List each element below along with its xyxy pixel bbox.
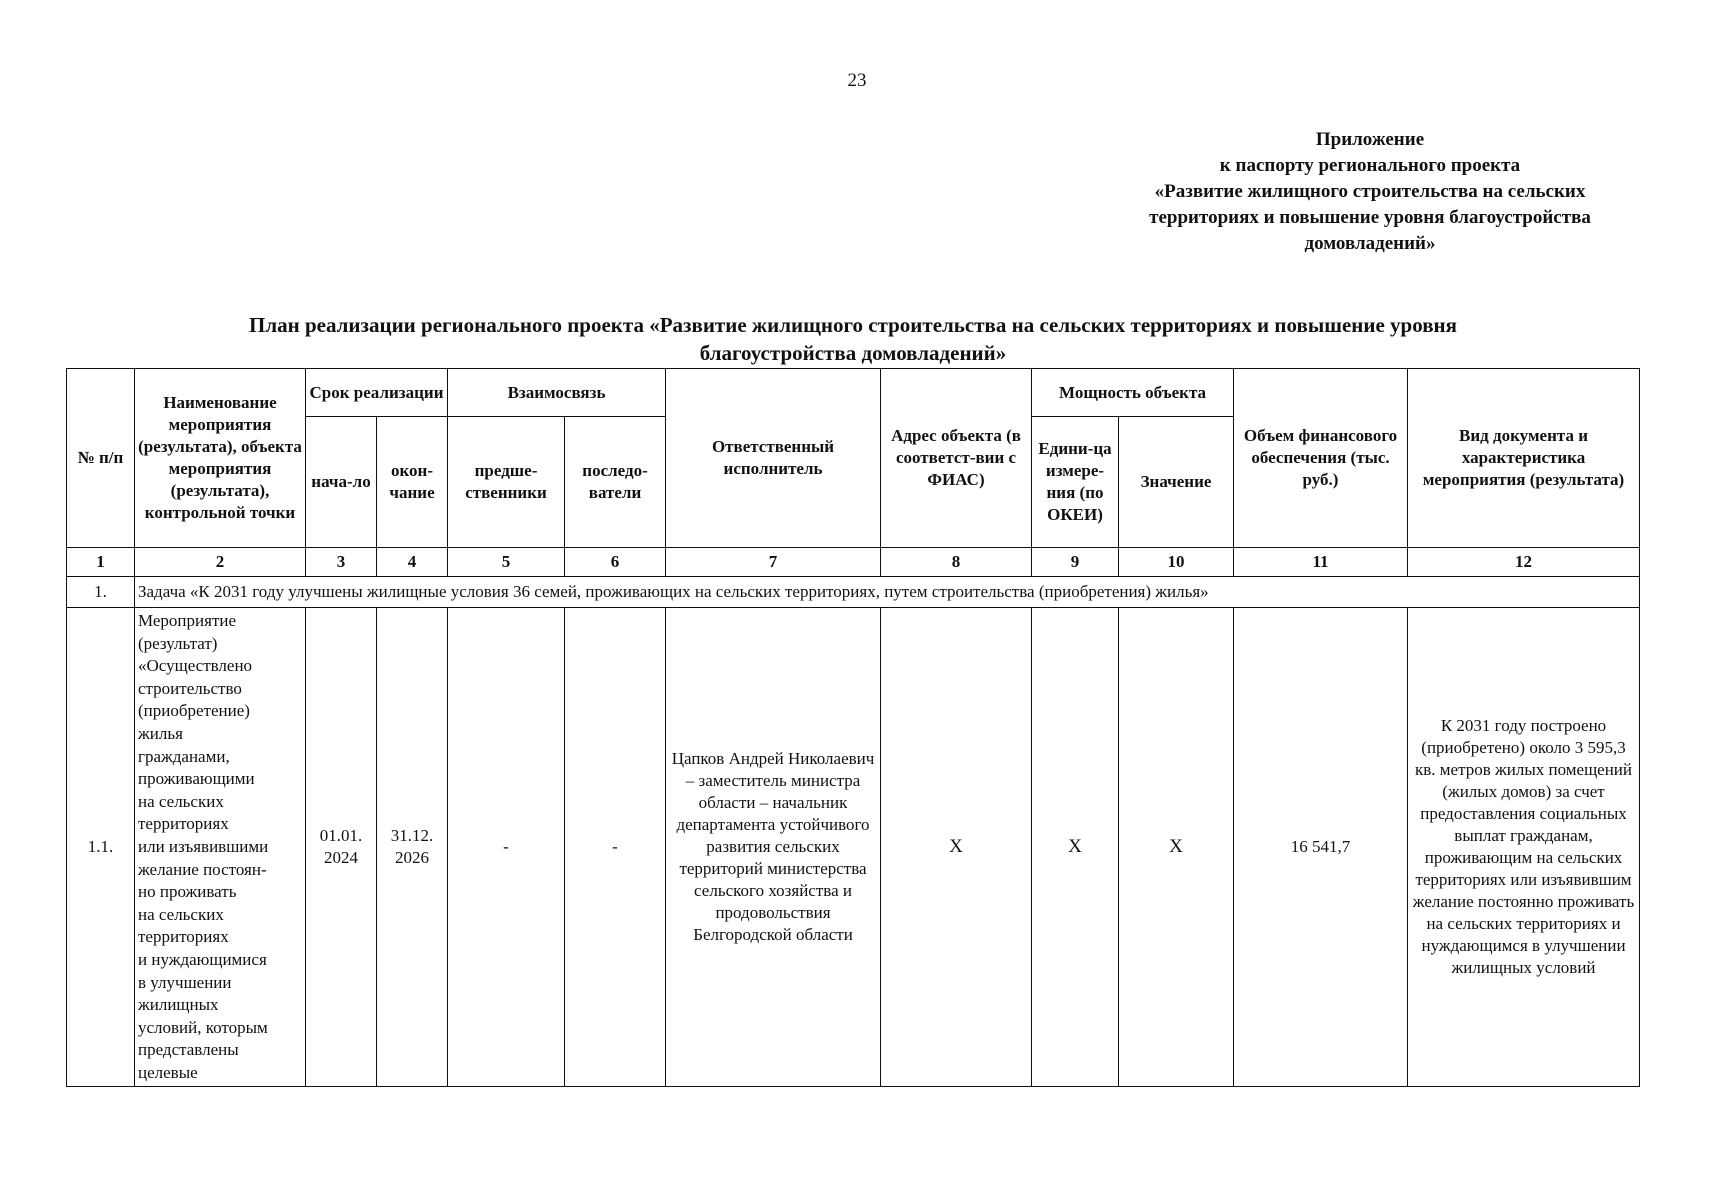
row-name-line: условий, которым (138, 1017, 268, 1037)
header-doc: Вид документа и характеристика мероприятия (результата) (1408, 369, 1640, 548)
header-finance: Объем финансового обеспечения (тыс. руб.) (1234, 369, 1408, 548)
row-num: 1.1. (67, 608, 135, 1087)
column-number: 11 (1234, 548, 1408, 577)
row-name-line: на сельских (138, 791, 224, 811)
row-name-line: гражданами, (138, 746, 230, 766)
column-numbers-row (67, 548, 1640, 577)
column-number: 6 (565, 548, 666, 577)
header-name: Наименование мероприятия (результата), объекта мероприятия (результата), контрольной точки (135, 369, 306, 548)
column-number: 10 (1119, 548, 1234, 577)
appendix-block (1090, 127, 1650, 257)
row-successors: - (565, 608, 666, 1087)
row-name-line: Мероприятие (138, 611, 237, 630)
row-end-date: 31.12. 2026 (377, 608, 448, 1087)
task-row (67, 577, 1640, 608)
plan-title-line: План реализации регионального проекта «Развитие жилищного строительства на сельских территориях и повышение уровня (249, 313, 1457, 337)
row-name (135, 608, 306, 1087)
row-name-line: «Осуществлено (138, 656, 253, 676)
header-link-pred: предше-ственники (448, 417, 565, 548)
task-text: Задача «К 2031 году улучшены жилищные условия 36 семей, проживающих на сельских территориях, путем строительства (приобретения) жилья» (135, 577, 1640, 608)
appendix-line: к паспорту регионального проекта (1219, 155, 1521, 176)
row-doc: К 2031 году построено (приобретено) около 3 595,3 кв. метров жилых помещений (жилых домов) за счет предоставления социальных выплат гражданам, проживающим на сельских территориях или изъявившим желание постоянно проживать на сельских территориях и нуждающимся в улучшении жилищных условий (1408, 608, 1640, 1087)
column-number: 8 (881, 548, 1032, 577)
header-term: Срок реализации (306, 369, 448, 417)
row-name-line: строительство (138, 678, 242, 698)
plan-table (66, 368, 1640, 1087)
row-start-date: 01.01. 2024 (306, 608, 377, 1087)
page-number: 23 (847, 70, 867, 91)
row-name-line: желание постоян- (138, 859, 267, 879)
row-address: X (881, 608, 1032, 1087)
row-name-line: в улучшении (138, 972, 232, 992)
row-name-line: жилищных (138, 995, 219, 1015)
row-name-line: представлены (138, 1040, 239, 1060)
header-executor: Ответственный исполнитель (666, 369, 881, 548)
header-term-end: окон-чание (377, 417, 448, 548)
header-power-unit: Едини-ца измере-ния (по ОКЕИ) (1032, 417, 1119, 548)
header-num: № п/п (67, 369, 135, 548)
plan-title-line: благоустройства домовладений» (699, 341, 1007, 365)
row-name-line: территориях (138, 814, 229, 834)
row-name-line: на сельских (138, 904, 224, 924)
header-power: Мощность объекта (1032, 369, 1234, 417)
row-name-line: но проживать (138, 882, 237, 902)
row-name-line: территориях (138, 927, 229, 947)
table-row (67, 608, 1640, 1087)
column-number: 12 (1408, 548, 1640, 577)
header-term-start: нача-ло (306, 417, 377, 548)
row-name-line: (результат) (138, 633, 218, 653)
row-name-line: проживающими (138, 769, 255, 789)
row-value: X (1119, 608, 1234, 1087)
row-name-line: целевые (138, 1062, 198, 1082)
appendix-line: Приложение (1315, 129, 1425, 150)
header-link-succ: последо-ватели (565, 417, 666, 548)
header-address: Адрес объекта (в соответст-вии с ФИАС) (881, 369, 1032, 548)
header-link: Взаимосвязь (448, 369, 666, 417)
column-number: 1 (67, 548, 135, 577)
row-name-line: жилья (138, 723, 183, 743)
row-name-line: и нуждающимися (138, 949, 267, 969)
row-executor: Цапков Андрей Николаевич – заместитель министра области – начальник департамента устойчивого развития сельских территорий министерства сельского хозяйства и продовольствия Белгородской области (666, 608, 881, 1087)
row-unit: X (1032, 608, 1119, 1087)
task-num: 1. (67, 577, 135, 608)
row-finance: 16 541,7 (1234, 608, 1408, 1087)
column-number: 4 (377, 548, 448, 577)
column-number: 5 (448, 548, 565, 577)
appendix-line: территориях и повышение уровня благоустройства (1149, 207, 1591, 228)
row-name-line: или изъявившими (138, 836, 269, 856)
appendix-line: «Развитие жилищного строительства на сельских (1154, 181, 1586, 202)
column-number: 7 (666, 548, 881, 577)
appendix-line: домовладений» (1304, 233, 1436, 254)
plan-title (66, 311, 1640, 367)
column-number: 9 (1032, 548, 1119, 577)
row-name-line: (приобретение) (138, 701, 250, 721)
column-number: 2 (135, 548, 306, 577)
header-power-value: Значение (1119, 417, 1234, 548)
row-predecessors: - (448, 608, 565, 1087)
column-number: 3 (306, 548, 377, 577)
